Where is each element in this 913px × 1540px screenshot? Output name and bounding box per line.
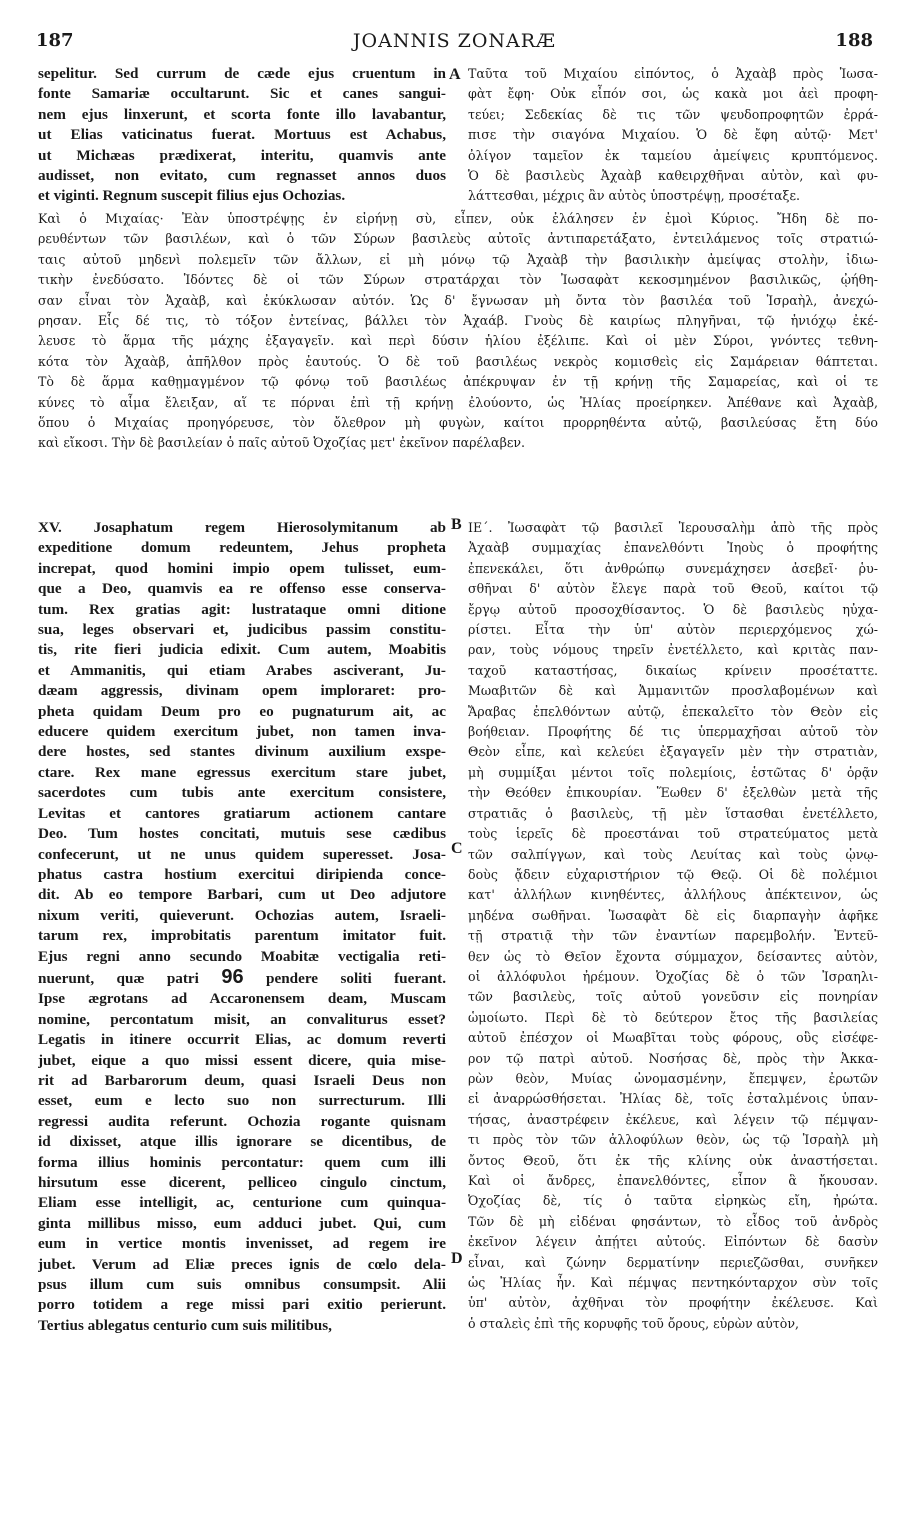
latin-text-line: nomine, percontatum misit, an convaliturus esset? [38, 1010, 446, 1028]
latin-text-line: sua, leges observari et, judicibus passim constitu- [38, 621, 446, 639]
greek-text-line: δοὺς ᾄδειν εὐχαριστήριον τῷ Θεῷ. Οἱ δὲ πολέμιοι [468, 866, 878, 882]
greek-text-line: ὄντος Θεοῦ, ὅτι ἐκ τῆς κλίνης οὐκ ἀναστήσεται. [468, 1152, 878, 1168]
greek-text-line: Ταῦτα τοῦ Μιχαίου εἰπόντος, ὁ Ἀχαὰβ πρὸς Ἰωσα- [468, 66, 878, 81]
greek-text-line: λευσε τὸ ἅρμα τῆς μάχης ἐξαγαγεῖν. καὶ περὶ δύσιν ἡλίου ἐξέλιπε. Καὶ οἱ μὲν Σύροι, γνόντες τεθνη- [38, 333, 878, 349]
greek-text-line: εἰ ἀναρρώσθήσεται. Ἠλίας δὲ, τοῖς ἐσταλμένοις ὑπαν- [468, 1091, 878, 1107]
latin-text-line: Tertius ablegatus centurio cum suis militibus, [38, 1316, 332, 1334]
latin-text-line: regressi audita referunt. Ochozia rogante quisnam [38, 1112, 446, 1130]
latin-text-line: jubet. Verum ad Eliæ preces ignis de cœlo dela- [38, 1255, 446, 1273]
greek-text-line: Θεὸν εἶπε, καὶ κελεύει ἐξαγαγεῖν μὲν τὴν στρατιὰν, [468, 744, 878, 760]
folio-number: 96 [221, 966, 244, 988]
latin-text-line: sepelitur. Sed currum de cæde ejus cruentum in [38, 65, 446, 82]
greek-text-line: ρὼν θεὸν, Μυίας ὠνομασμένην, ἔπεμψεν, ἐρωτῶν [468, 1070, 878, 1086]
page-header [36, 30, 873, 56]
greek-text-line: βοήθειαν. Προφήτης δέ τις ὑπερμαχῆσαι αὐτοῦ τὸν [468, 724, 878, 740]
latin-text-line: esset, eum e lecto suo non surrecturum. Illi [38, 1092, 446, 1110]
margin-marker-b: B [451, 516, 462, 533]
latin-text-line: ut Michæas prædixerat, interitu, quamvis ante [38, 146, 446, 164]
greek-text-line: κότα τὸν Ἀχαὰβ, ἀπῆλθον πρὸς ἑαυτούς. Ὁ δὲ τοῦ βασιλέως νεκρὸς κομισθεὶς εἰς Σαμάρειαν θάπτεται. [38, 353, 878, 369]
latin-text-line: ut Elias vaticinatus fuerat. Mortuus est Achabus, [38, 126, 446, 144]
greek-text-line: Τῶν δὲ μὴ εἰδέναι φησάντων, τὸ εἶδος τοῦ ἀνδρὸς [468, 1213, 878, 1229]
latin-text-line: dere hostes, sed stantes divinum auxilium exspe- [38, 743, 446, 761]
greek-column-top [468, 64, 878, 207]
greek-text-line: Ἄραβας ἐπελθόντων αὐτῷ, ἐπεκαλεῖτο τὸν Θεὸν εἰς [468, 703, 878, 719]
greek-text-line: οἱ ἀλλόφυλοι ἠρέμουν. Ὀχοζίας δὲ ὁ τῶν Ἰσραηλι- [468, 968, 878, 984]
greek-text-line: στρατιᾶς ὁ βασιλεὺς, τῇ μὲν ἵστασθαι ἐνετέλλετο, [468, 805, 878, 821]
greek-text-line: ὑπ' αὐτὸν, ἀχθῆναι τὸν προφήτην ἐκέλευσε. Καὶ [468, 1295, 878, 1311]
running-title: JOANNIS ZONARÆ [352, 30, 557, 52]
latin-text-line: dit. Ab eo tempore Barbari, cum ut Deo adjutore [38, 886, 446, 904]
greek-text-line: τήσας, ἀναστρέφειν ἐκέλευε, καὶ λέγειν τῷ πέμψαν- [468, 1111, 878, 1127]
latin-text-line: psus illum cum suis omnibus consumpsit. Alii [38, 1276, 446, 1294]
latin-text-line: Legatis in itinere occurrit Elias, ac domum reverti [38, 1031, 446, 1049]
latin-text-line: dæam aggressis, divinam opem imploraret: pro- [38, 682, 446, 700]
latin-text-line: phatus castra hostium exercitui diripienda conce- [38, 865, 446, 883]
greek-text-line: ὅπου ὁ Μιχαίας προηγόρευσε, τὸν ὄλεθρον μὴ φυγὼν, καίτοι προρρηθέντα αὐτῷ, βασιλεύσας ἔτη δύο [38, 415, 878, 431]
greek-text-line: ἔργῳ αὐτοῦ προσοχθίσαντος. Ὁ δὲ βασιλεὺς ηὐχα- [468, 601, 878, 617]
latin-text-line: sacerdotes cum tubis ante exercitum consistere, [38, 784, 446, 802]
greek-text-line: ὁ σταλεὶς ἐπὶ τῆς κορυφῆς τοῦ ὄρους, εὑρὼν αὐτὸν, [468, 1315, 800, 1331]
greek-text-line: ρον τῷ πατρὶ αὐτοῦ. Νοσήσας δὲ, πρὸς τὴν Ἀκκα- [468, 1050, 878, 1066]
greek-text-line: Τὸ δὲ ἅρμα καθῃμαγμένον τῷ φόνῳ τοῦ βασιλέως ἀπέκρυψαν ἐν τῇ κρήνῃ τῆς Σαμαρείας, καὶ οἱ τε [38, 374, 878, 390]
latin-text-line: expeditione domum redeuntem, Jehus propheta [38, 539, 446, 557]
latin-text-line: increpat, quod homini impio opem tulisset, eum- [38, 559, 446, 577]
greek-text-line: τὴν Θεόθεν ἐπικουρίαν. Ἕωθεν δ' ἐξελθὼν μετὰ τῆς [468, 785, 878, 801]
greek-text-line: ρευθέντων τῶν βασιλέων, καὶ ὁ τῶν Σύρων βασιλεὺς αὐτοῖς ἀντιπαρετάξατο, ἐντειλάμενος τοῖς στρατιώ- [38, 231, 878, 247]
greek-text-line: εἶναι, καὶ ζώνην δερματίνην περιεζῶσθαι, συνῆκεν [468, 1254, 878, 1270]
greek-text-line: κύνες τὸ αἷμα ἔλειξαν, αἵ τε πόρναι ἐπὶ τῇ κρήνῃ ἐλούοντο, ὡς Ἠλίας προείρηκεν. Ἀπέθανε καὶ Ἀχαὰβ, [38, 394, 878, 410]
greek-text-line: τῇ στρατιᾷ τὴν τῶν ἐναντίων παρεμβολήν. Ἐντεῦ- [468, 928, 878, 944]
greek-text-line: ὡς Ἠλίας ἦν. Καὶ πέμψας πεντηκόνταρχον σὺν τοῖς [468, 1275, 878, 1291]
greek-text-line: σθῆναι δ' αὐτὸν ἔλεγε παρὰ τοῦ Θεοῦ, καίτοι τῷ [468, 581, 878, 597]
greek-text-line: τεύει; Σεδεκίας δὲ τις τῶν ψευδοπροφητῶν ἐρρά- [468, 106, 878, 122]
greek-text-line: θεν ὡς τὸ Θεῖον ἔχοντα σύμμαχον, δείσαντες αὐτὸν, [468, 948, 878, 964]
greek-text-line: καὶ εἴκοσι. Τὴν δὲ βασιλείαν ὁ παῖς αὐτοῦ Ὀχοζίας μετ' ἐκεῖνον παρέλαβεν. [38, 435, 526, 451]
greek-text-line: ΙΕ΄. Ἰωσαφὰτ τῷ βασιλεῖ Ἱερουσαλὴμ ἀπὸ τῆς πρὸς [468, 520, 878, 535]
latin-text-line: rit ad Barbarorum deum, quasi Israeli Deus non [38, 1071, 446, 1089]
greek-full-width-paragraph [38, 209, 878, 454]
page-number-left: 187 [36, 30, 74, 51]
latin-text-line: ginta millibus misso, eum adduci jubet. Qui, cum [38, 1214, 446, 1232]
latin-text-line: Ejus regni anno secundo Moabitæ vectigalia reti- [38, 947, 446, 965]
latin-text-line: Deo. Tum hostes concitati, mutuis sese cædibus [38, 825, 446, 843]
greek-text-line: σαν εἶναι τὸν Ἀχαὰβ, καὶ ἐκύκλωσαν αὐτόν. Ὡς δ' ἔγνωσαν μὴ ὄντα τὸν βασιλέα τοῦ Ἰσραὴλ, ἀνεχώ- [38, 292, 878, 308]
greek-text-line: κατ' ἀλλήλων κινηθέντες, ἀλλήλους ἀπέκτεινον, ὡς [468, 887, 878, 903]
latin-text-line: nuerunt, quæ patri 96 pendere soliti fuerant. [38, 966, 446, 988]
greek-text-line: ταις αὐτοῦ μηδενὶ πολεμεῖν τῶν ἄλλων, εἰ μὴ μόνῳ τῷ Ἀχαὰβ τὴν βασιλικὴν ἀμείψας στολὴν, ἰδιω- [38, 251, 878, 267]
latin-text-line: Ipse ægrotans ad Accaronensem deam, Muscam [38, 990, 446, 1008]
page-number-right: 188 [835, 30, 873, 51]
latin-text-line: tarum rex, improbitatis parentum imitator fuit. [38, 927, 446, 945]
latin-text-line: et viginti. Regnum suscepit filius ejus Ochozias. [38, 187, 346, 205]
margin-marker-a: A [449, 66, 461, 83]
latin-text-line: hirsutum esse dicerent, pelliceo cingulo cinctum, [38, 1174, 446, 1191]
latin-text-line: tum. Rex gratias agit: lustrataque omni ditione [38, 600, 446, 618]
greek-text-line: ὡμοίωτο. Περὶ δὲ τὸ δεύτερον ἔτος τῆς βασιλείας [468, 1009, 878, 1025]
margin-marker-c: C [451, 840, 463, 857]
latin-column-bottom [38, 518, 446, 1336]
greek-text-line: Ὀχοζίας δὲ, τίς ὁ ταῦτα εἰρηκὼς εἴη, ἠρώτα. [468, 1193, 878, 1209]
greek-text-line: ρίστει. Εἶτα τὴν ὑπ' αὐτὸν περιερχόμενος χώ- [468, 622, 878, 638]
latin-text-line: forma illius hominis percontatur: quem cum illi [38, 1153, 446, 1171]
latin-text-line: audisset, non evitato, cum regnasset annos duos [38, 167, 446, 185]
greek-text-line: τῶν βασιλεὺς, τοῖς αὐτοῦ γονεῦσιν εἰς πονηρίαν [468, 989, 878, 1005]
latin-text-line: educere quidem exercitum jubet, non tamen inva- [38, 723, 446, 741]
latin-text-line: confecerunt, ut ne unus quidem superesset. Josa- [38, 845, 446, 863]
latin-text-line: jubet, eique a quo missi essent dicere, quia mise- [38, 1051, 446, 1069]
greek-text-line: ταχοῦ καταστήσας, δικαίως κρίνειν προσέταττε. [468, 662, 878, 678]
greek-text-line: Καὶ οἱ ἄνδρες, ἐπανελθόντες, εἶπον ἃ ἤκουσαν. [468, 1173, 878, 1188]
latin-text-line: Eliam esse intelligit, ac, centurione cum quinqua- [38, 1194, 446, 1212]
greek-text-line: Καὶ ὁ Μιχαίας· Ἐὰν ὑποστρέψῃς ἐν εἰρήνῃ σὺ, εἶπεν, οὐκ ἐλάλησεν ἐν ἐμοὶ Κύριος. Ἤδη δὲ πο- [38, 211, 878, 226]
latin-column-top [38, 64, 446, 207]
latin-text-line: ctare. Rex mane egressus exercitum stare jubet, [38, 763, 446, 781]
latin-text-line: nem ejus linxerunt, et scorta fonte illo lavabantur, [38, 105, 446, 123]
latin-text-line: pheta quidam Deum pro eo pugnaturum ait, ac [38, 702, 446, 720]
latin-text-line: et Ammanitis, qui etiam Arabes asciverant, Ju- [38, 661, 446, 679]
greek-text-line: ραν, τοὺς νόμους τηρεῖν ἐνετέλλετο, καὶ κριτὰς παν- [468, 642, 878, 658]
latin-text-line: que a Deo, quamvis ea re offenso esse conserva- [38, 580, 446, 598]
greek-text-line: ἐκεῖνον λέγειν ἀπῄτει αὐτούς. Εἰπόντων δὲ δασὺν [468, 1234, 878, 1250]
greek-text-line: μὴ συμμίξαι μέντοι τοῖς πολεμίοις, ἑστῶτας δ' ὁρᾷν [468, 764, 878, 780]
greek-text-line: αὐτοῦ ἐπέσχον οἱ Μωαβῖται τοὺς φόρους, οὓς εἰσέφε- [468, 1030, 878, 1046]
latin-text-line: fonte Samariæ occultarunt. Sic et canes sangui- [38, 85, 446, 103]
margin-marker-d: D [451, 1250, 463, 1267]
latin-text-line: tis, rite fieri judicia edixit. Cum autem, Moabitis [38, 641, 446, 659]
greek-text-line: Μωαβιτῶν δὲ καὶ Ἀμμανιτῶν προσλαβομένων καὶ [468, 683, 878, 699]
greek-text-line: ρησαν. Εἷς δέ τις, τὸ τόξον ἐντείνας, βάλλει τὸν Ἀχαάβ. Γνοὺς δὲ καιρίως πληγῆναι, τῷ ἡνιόχῳ ἐκέ- [38, 313, 878, 329]
latin-text-line: porro totidem a rege missi pari exitio perierunt. [38, 1296, 446, 1314]
latin-text-line: eum in vertice montis invenisset, ad regem ire [38, 1235, 446, 1253]
greek-text-line: μηδένα σωθῆναι. Ἰωσαφὰτ δὲ εἰς διαρπαγὴν ἀφῆκε [468, 907, 878, 923]
greek-text-line: τῶν σαλπίγγων, καὶ τοὺς Λευίτας καὶ τοὺς ᾠνῳ- [468, 846, 878, 862]
greek-text-line: Ἀχαὰβ συμμαχίας ἐπανελθόντι Ἰηοὺς ὁ προφήτης [468, 540, 878, 556]
greek-text-line: πισε τὴν σιαγόνα Μιχαίου. Ὁ δὲ ἔφη αὐτῷ· Μετ' [468, 127, 878, 143]
latin-text-line: id dixisset, atque illis ignorare se dicentibus, de [38, 1133, 446, 1151]
greek-text-line: ὀλίγον ταμεῖον ἐκ ταμείου ἀμείψεις κρυπτόμενος. [468, 147, 878, 163]
greek-text-line: τικὴν ἐνεδύσατο. Ἰδόντες δὲ οἱ τῶν Σύρων στρατάρχαι τὸν Ἰωσαφὰτ κεκοσμημένον βασιλικῶς, ᾠήθη- [38, 272, 878, 288]
greek-text-line: λάττεσθαι, μέχρις ἂν αὐτὸς ὑποστρέψῃ, προσέταξε. [468, 188, 800, 204]
greek-column-bottom [468, 518, 878, 1334]
latin-text-line: Levitas et cantores gratiarum actionem cantare [38, 804, 446, 822]
greek-text-line: τοὺς ἱερεῖς δὲ προεστάναι τοῦ στρατεύματος μετὰ [468, 826, 878, 842]
greek-text-line: φὰτ ἔφη· Οὐκ εἶπόν σοι, ὡς κακὰ μοι ἀεὶ προφη- [468, 86, 878, 102]
greek-text-line: τι πρὸς τὸν τῶν ἀλλοφύλων θεὸν, ὡς τῷ Ἰσραὴλ μὴ [468, 1132, 878, 1148]
greek-text-line: Ὁ δὲ βασιλεὺς Ἀχαὰβ καθειρχθῆναι αὐτὸν, καὶ φυ- [468, 168, 878, 184]
latin-text-line: nixum veriti, quieverunt. Ochozias autem, Israeli- [38, 906, 446, 924]
latin-text-line: XV. Josaphatum regem Hierosolymitanum ab [38, 519, 446, 536]
greek-text-line: ἐπενεκάλει, ὅτι ἀνθρώπῳ συνεμάχησεν ἀσεβεῖ· ῥυ- [468, 560, 878, 576]
